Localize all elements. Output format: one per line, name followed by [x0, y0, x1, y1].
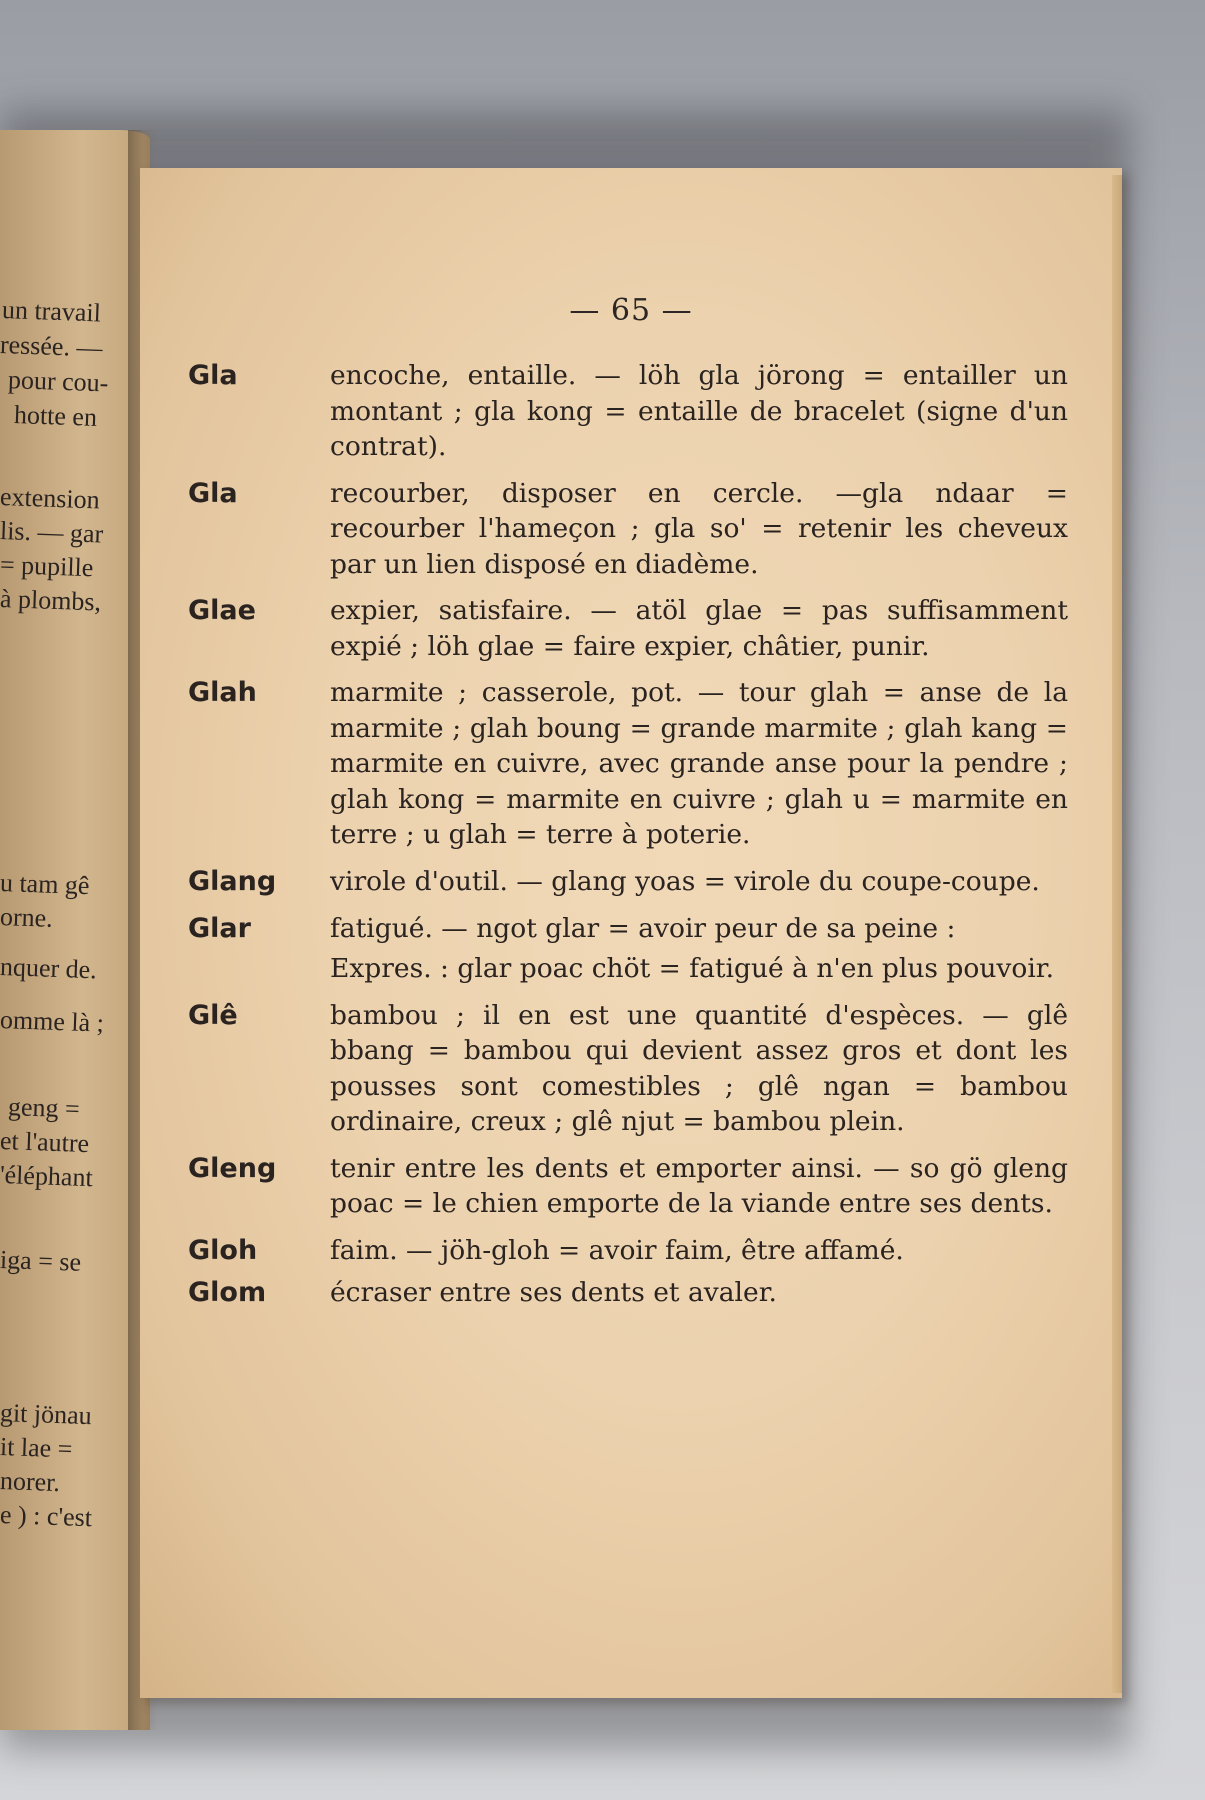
left-page-text-line: omme là ;: [0, 1005, 105, 1038]
entry-definition: virole d'outil. — glang yoas = virole du coupe-coupe.: [330, 865, 1040, 897]
entry-definition-block: [330, 911, 1068, 987]
left-page-text-line: iga = se: [0, 1245, 82, 1277]
dictionary-entries: [188, 358, 1068, 1311]
dictionary-entry: [188, 675, 1068, 853]
entry-definition: tenir entre les dents et emporter ainsi. — so gö gleng poac = le chien emporte de la viande entre ses dents.: [330, 1152, 1068, 1219]
entry-definition: marmite ; casserole, pot. — tour glah = anse de la marmite ; glah boung = grande marmite ; glah kang = marmite en cuivre, avec grande anse pour la pendre ; glah kong = marmite en cuivre ; glah u = marmite en terre ; u glah = terre à poterie.: [330, 677, 1068, 850]
entry-headword: Glah: [188, 677, 257, 708]
entry-definition: écraser entre ses dents et avaler.: [330, 1276, 777, 1308]
dictionary-entry: [188, 911, 1068, 987]
page-edge: [1112, 175, 1122, 1693]
dictionary-entry: [188, 1233, 1068, 1269]
left-page-text-line: orne.: [0, 902, 54, 933]
dictionary-entry: [188, 864, 1068, 900]
right-page: [140, 168, 1122, 1698]
entry-headword: Glê: [188, 999, 238, 1031]
left-page-text-line: un travail: [1, 295, 102, 328]
entry-definition: expier, satisfaire. — atöl glae = pas suffisamment expié ; löh glae = faire expier, châtier, punir.: [330, 595, 1068, 662]
dictionary-entry: [188, 593, 1068, 664]
dictionary-entry: [188, 476, 1068, 583]
left-page-text-line: git jönau: [0, 1398, 93, 1431]
entry-definition: fatigué. — ngot glar = avoir peur de sa peine :: [330, 912, 956, 944]
page-number: — 65 —: [569, 293, 693, 328]
left-page-text-line: nquer de.: [0, 952, 98, 985]
left-page-text-line: lis. — gar: [0, 516, 104, 549]
entry-headword: Gla: [188, 360, 238, 391]
entry-headword: Gloh: [188, 1234, 258, 1266]
entry-definition: encoche, entaille. — löh gla jörong = entailler un montant ; gla kong = entaille de bracelet (signe d'un contrat).: [330, 360, 1068, 462]
entry-expression: Expres. : glar poac chöt = fatigué à n'en plus pouvoir.: [330, 953, 1054, 984]
dictionary-entry: [188, 1275, 1068, 1311]
left-page-text-line: geng =: [7, 1092, 81, 1124]
entry-headword: Glae: [188, 595, 256, 626]
left-page-text-line: it lae =: [0, 1432, 73, 1464]
left-page-text-line: 'éléphant: [0, 1160, 94, 1193]
left-page-text-line: extension: [0, 482, 101, 515]
entry-headword: Gleng: [188, 1152, 277, 1184]
entry-definition: faim. — jöh-gloh = avoir faim, être affamé.: [330, 1234, 904, 1266]
entry-definition: bambou ; il en est une quantité d'espèces. — glê bbang = bambou qui devient assez gros et dont les pousses sont comestibles ; glê ngan = bambou ordinaire, creux ; glê njut = bambou plein.: [330, 999, 1068, 1137]
left-page-text-line: ressée. —: [0, 330, 103, 363]
left-page-text-line: norer.: [0, 1466, 61, 1498]
left-page-text-line: et l'autre: [0, 1126, 90, 1159]
entry-headword: Glar: [188, 912, 251, 944]
left-page-text-line: pour cou-: [7, 365, 109, 398]
left-page-text-line: u tam gê: [0, 868, 91, 901]
entry-headword: Glang: [188, 865, 277, 897]
left-page-text-line: e ) : c'est: [0, 1500, 93, 1533]
left-page-text-line: hotte en: [13, 400, 98, 432]
entry-headword: Gla: [188, 477, 238, 509]
dictionary-entry: [188, 1151, 1068, 1222]
entry-headword: Glom: [188, 1276, 267, 1308]
entry-definition: recourber, disposer en cercle. —gla ndaar = recourber l'hameçon ; gla so' = retenir les cheveux par un lien disposé en diadème.: [330, 477, 1068, 580]
dictionary-entry: [188, 358, 1068, 465]
dictionary-entry: [188, 998, 1068, 1140]
left-page-text-line: = pupille: [0, 550, 94, 583]
left-page-text-line: à plombs,: [0, 584, 102, 617]
